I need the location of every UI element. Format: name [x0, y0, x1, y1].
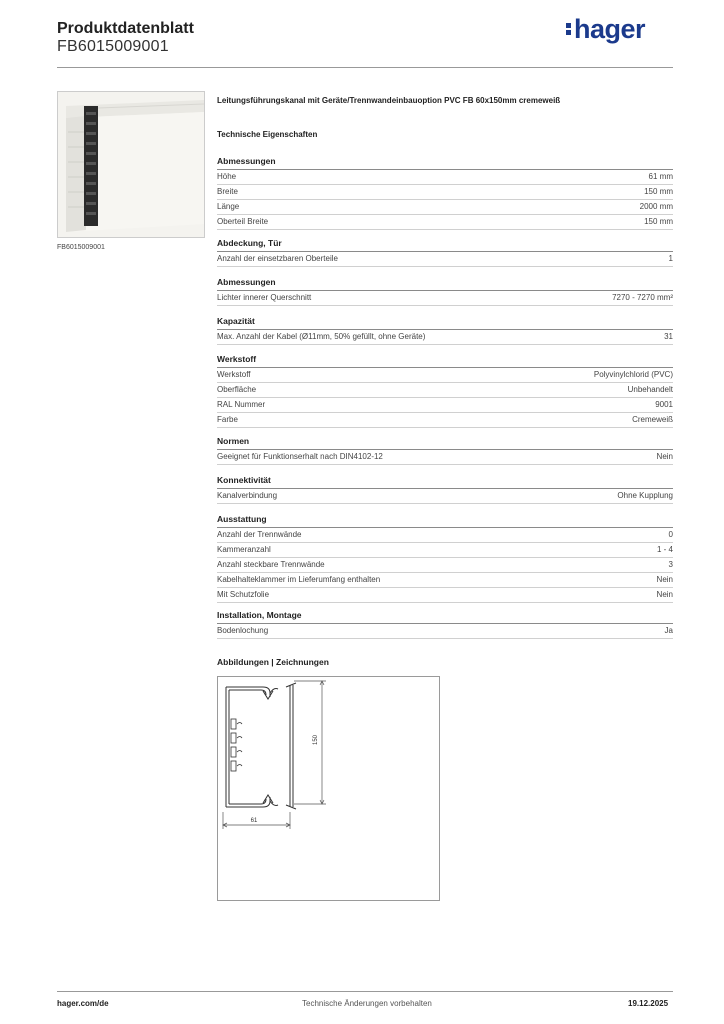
- technical-properties-title: Technische Eigenschaften: [217, 130, 318, 139]
- spec-row: [217, 291, 673, 306]
- spec-heading: Installation, Montage: [217, 610, 673, 624]
- footer-divider: [57, 991, 673, 992]
- spec-label: Anzahl der einsetzbaren Oberteile: [217, 254, 338, 263]
- spec-section-equipment: [217, 514, 673, 603]
- spec-section-standards: [217, 436, 673, 465]
- spec-label: Max. Anzahl der Kabel (Ø11mm, 50% gefüllt, ohne Geräte): [217, 332, 426, 341]
- cable-duct-photo: [58, 92, 204, 237]
- spec-heading: Abmessungen: [217, 156, 673, 170]
- spec-label: Oberteil Breite: [217, 217, 269, 226]
- spec-row: [217, 330, 673, 345]
- spec-row: [217, 252, 673, 267]
- spec-label: Geeignet für Funktionserhalt nach DIN4102-12: [217, 452, 383, 461]
- spec-value: 31: [664, 332, 673, 341]
- spec-value: 3: [668, 560, 673, 569]
- spec-value: 7270 - 7270 mm²: [612, 293, 673, 302]
- spec-heading: Ausstattung: [217, 514, 673, 528]
- spec-value: Nein: [656, 575, 673, 584]
- footer-date: 19.12.2025: [628, 999, 669, 1008]
- spec-label: Länge: [217, 202, 240, 211]
- spec-row: [217, 215, 673, 230]
- spec-row: [217, 528, 673, 543]
- spec-label: Anzahl der Trennwände: [217, 530, 302, 539]
- spec-row: [217, 489, 673, 504]
- header-divider: [57, 67, 673, 68]
- spec-heading: Kapazität: [217, 316, 673, 330]
- spec-row: [217, 398, 673, 413]
- drawings-title: Abbildungen | Zeichnungen: [217, 657, 329, 667]
- spec-section-capacity: [217, 316, 673, 345]
- spec-row: [217, 624, 673, 639]
- spec-value: 0: [668, 530, 673, 539]
- spec-row: [217, 383, 673, 398]
- spec-heading: Konnektivität: [217, 475, 673, 489]
- product-image: [57, 91, 205, 238]
- spec-heading: Abdeckung, Tür: [217, 238, 673, 252]
- spec-row: [217, 185, 673, 200]
- spec-value: 1 - 4: [656, 545, 673, 554]
- article-number: FB6015009001: [57, 38, 169, 55]
- page-title: Produktdatenblatt: [57, 20, 194, 37]
- spec-label: Bodenlochung: [217, 626, 269, 635]
- spec-row: [217, 558, 673, 573]
- spec-label: Kammeranzahl: [217, 545, 271, 554]
- logo-dots-icon: [566, 21, 572, 37]
- spec-section-cover: [217, 238, 673, 267]
- spec-value: Polyvinylchlorid (PVC): [593, 370, 673, 379]
- cross-section-drawing: [218, 677, 439, 900]
- height-dimension: 150: [313, 734, 319, 745]
- spec-heading: Werkstoff: [217, 354, 673, 368]
- spec-value: 150 mm: [644, 187, 673, 196]
- spec-row: [217, 588, 673, 603]
- spec-heading: Abmessungen: [217, 277, 673, 291]
- spec-row: [217, 413, 673, 428]
- spec-label: Farbe: [217, 415, 238, 424]
- spec-value: 61 mm: [648, 172, 673, 181]
- product-name: Leitungsführungskanal mit Geräte/Trennwandeinbauoption PVC FB 60x150mm cremeweiß: [217, 96, 561, 105]
- spec-value: Cremeweiß: [632, 415, 673, 424]
- spec-label: Mit Schutzfolie: [217, 590, 270, 599]
- spec-value: Nein: [656, 590, 673, 599]
- spec-label: Kabelhalteklammer im Lieferumfang enthalten: [217, 575, 381, 584]
- spec-section-material: [217, 354, 673, 428]
- width-dimension: 61: [250, 818, 258, 824]
- spec-value: Ja: [664, 626, 673, 635]
- spec-section-installation: [217, 610, 673, 639]
- spec-row: [217, 543, 673, 558]
- footer-notice: Technische Änderungen vorbehalten: [302, 999, 432, 1008]
- spec-section-cross-section: [217, 277, 673, 306]
- spec-row: [217, 368, 673, 383]
- hager-logo: hager: [566, 14, 645, 45]
- spec-value: Unbehandelt: [627, 385, 673, 394]
- spec-label: RAL Nummer: [217, 400, 266, 409]
- footer-website-link[interactable]: hager.com/de: [57, 999, 109, 1008]
- technical-drawing: [217, 676, 440, 901]
- spec-label: Oberfläche: [217, 385, 257, 394]
- spec-value: 150 mm: [644, 217, 673, 226]
- spec-heading: Normen: [217, 436, 673, 450]
- spec-row: [217, 170, 673, 185]
- spec-row: [217, 200, 673, 215]
- spec-label: Anzahl steckbare Trennwände: [217, 560, 325, 569]
- spec-label: Werkstoff: [217, 370, 251, 379]
- image-caption: FB6015009001: [57, 244, 105, 251]
- spec-value: 2000 mm: [639, 202, 673, 211]
- spec-row: [217, 450, 673, 465]
- spec-value: 9001: [655, 400, 673, 409]
- spec-label: Höhe: [217, 172, 237, 181]
- spec-value: 1: [668, 254, 673, 263]
- spec-label: Lichter innerer Querschnitt: [217, 293, 312, 302]
- spec-value: Nein: [656, 452, 673, 461]
- spec-label: Breite: [217, 187, 238, 196]
- spec-section-connectivity: [217, 475, 673, 504]
- spec-section-dimensions: [217, 156, 673, 230]
- spec-value: Ohne Kupplung: [617, 491, 673, 500]
- spec-row: [217, 573, 673, 588]
- spec-label: Kanalverbindung: [217, 491, 278, 500]
